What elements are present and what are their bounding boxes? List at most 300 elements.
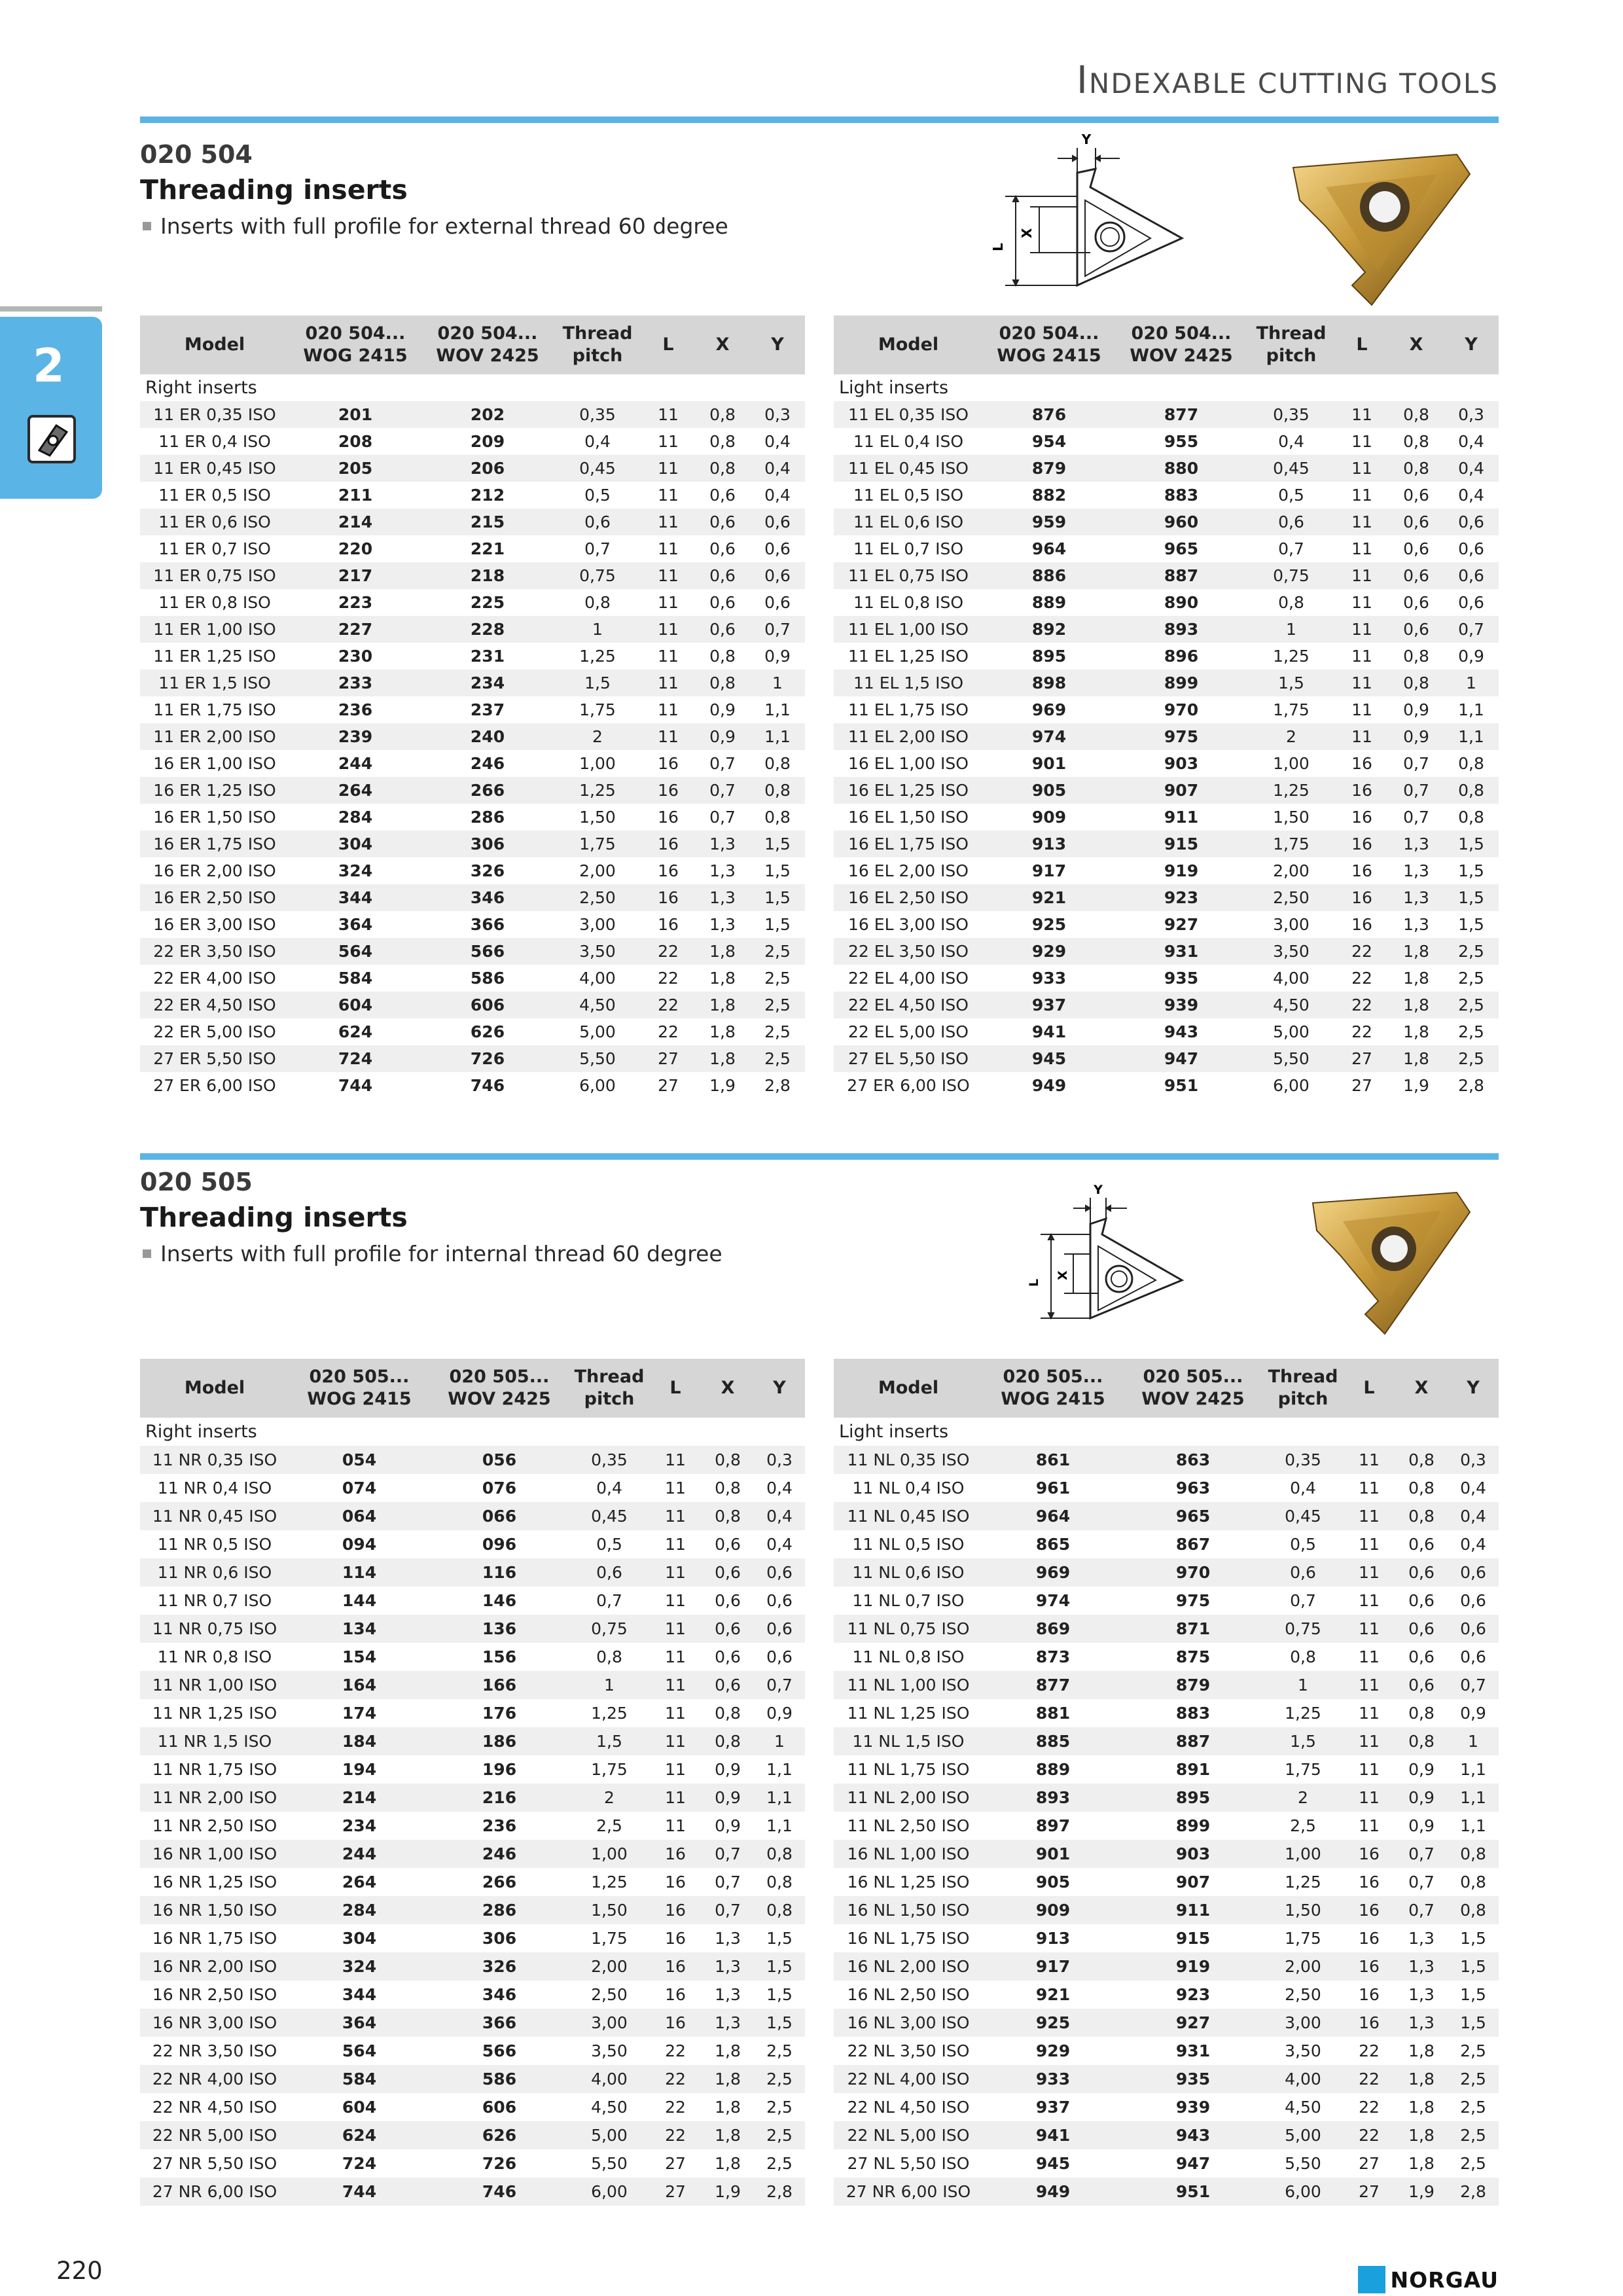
cell-y: 0,8 (750, 777, 805, 804)
threading-insert-photo (1287, 148, 1476, 312)
chapter-tab (0, 317, 102, 499)
cell-x: 0,9 (702, 1755, 754, 1784)
cell-model: 16 ER 2,00 ISO (140, 857, 289, 884)
cell-wog: 324 (289, 1952, 429, 1981)
cell-x: 0,8 (1395, 1727, 1448, 1755)
cell-pitch: 2,00 (1247, 857, 1335, 884)
cell-y: 2,8 (754, 2178, 805, 2206)
cell-l: 22 (1343, 2121, 1395, 2149)
table-row (834, 992, 1499, 1018)
cell-wog: 724 (289, 2149, 429, 2178)
cell-y: 0,4 (750, 455, 805, 482)
catalog-section-title: INDEXABLE CUTTING TOOLS (1076, 58, 1499, 102)
cell-l: 11 (1343, 1530, 1395, 1558)
table-row (834, 1924, 1499, 1952)
cell-pitch: 3,50 (569, 2037, 649, 2065)
cell-l: 11 (1343, 1474, 1395, 1502)
cell-pitch: 2 (1263, 1784, 1343, 1812)
cell-model: 16 ER 1,75 ISO (140, 831, 289, 857)
table-row (140, 938, 805, 965)
table-row (834, 401, 1499, 428)
table-row (140, 1446, 805, 1474)
cell-l: 16 (641, 777, 695, 804)
col-model: Model (834, 1359, 983, 1418)
cell-model: 11 EL 0,5 ISO (834, 482, 983, 509)
cell-model: 16 EL 2,00 ISO (834, 857, 983, 884)
cell-x: 1,3 (1389, 831, 1444, 857)
cell-wog: 877 (983, 1671, 1123, 1699)
table-row (140, 1045, 805, 1072)
cell-model: 16 NR 1,00 ISO (140, 1840, 289, 1868)
cell-wov: 726 (429, 2149, 569, 2178)
cell-y: 2,5 (1448, 2037, 1499, 2065)
cell-model: 27 ER 6,00 ISO (834, 1072, 983, 1099)
cell-l: 27 (641, 1072, 695, 1099)
cell-model: 11 NR 1,25 ISO (140, 1699, 289, 1727)
col-model: Model (140, 1359, 289, 1418)
cell-y: 0,4 (1448, 1474, 1499, 1502)
cell-wog: 744 (289, 2178, 429, 2206)
cell-pitch: 1,75 (1247, 696, 1335, 723)
cell-x: 0,7 (1389, 804, 1444, 831)
cell-l: 11 (649, 1615, 702, 1643)
cell-l: 11 (1343, 1643, 1395, 1671)
cell-wog: 893 (983, 1784, 1123, 1812)
cell-wov: 947 (1115, 1045, 1247, 1072)
cell-y: 2,5 (1444, 1018, 1499, 1045)
cell-wog: 974 (983, 723, 1115, 750)
cell-y: 1,5 (1448, 1981, 1499, 2009)
cell-model: 11 ER 0,7 ISO (140, 535, 289, 562)
cell-x: 0,7 (1395, 1840, 1448, 1868)
cell-pitch: 1 (554, 616, 641, 643)
cell-model: 27 NR 6,00 ISO (140, 2178, 289, 2206)
cell-model: 11 NL 1,5 ISO (834, 1727, 983, 1755)
cell-model: 11 EL 0,8 ISO (834, 589, 983, 616)
cell-model: 11 NL 0,75 ISO (834, 1615, 983, 1643)
cell-wov: 887 (1123, 1727, 1263, 1755)
cell-y: 0,4 (754, 1530, 805, 1558)
cell-wov: 907 (1115, 777, 1247, 804)
cell-l: 27 (1335, 1072, 1389, 1099)
x-dimension-label: X (1056, 1270, 1070, 1280)
cell-wog: 876 (983, 401, 1115, 428)
cell-wog: 882 (983, 482, 1115, 509)
cell-wov: 927 (1123, 2009, 1263, 2037)
cell-l: 22 (1335, 992, 1389, 1018)
table-row (140, 670, 805, 696)
cell-pitch: 3,00 (554, 911, 641, 938)
cell-wov: 927 (1115, 911, 1247, 938)
table-row (834, 428, 1499, 455)
cell-pitch: 3,00 (1247, 911, 1335, 938)
cell-y: 2,8 (750, 1072, 805, 1099)
cell-model: 11 NR 2,00 ISO (140, 1784, 289, 1812)
cell-pitch: 5,50 (1247, 1045, 1335, 1072)
cell-model: 22 EL 5,00 ISO (834, 1018, 983, 1045)
cell-pitch: 1,25 (569, 1699, 649, 1727)
table-row (140, 428, 805, 455)
cell-x: 0,6 (702, 1587, 754, 1615)
cell-model: 11 EL 0,45 ISO (834, 455, 983, 482)
cell-pitch: 1,00 (1247, 750, 1335, 777)
cell-x: 1,3 (702, 2009, 754, 2037)
cell-l: 16 (641, 750, 695, 777)
col-l: L (649, 1359, 702, 1418)
cell-wov: 076 (429, 1474, 569, 1502)
cell-model: 11 NL 0,5 ISO (834, 1530, 983, 1558)
table-020504-light-inserts (834, 315, 1499, 1099)
cell-y: 1,5 (1444, 884, 1499, 911)
table-row (834, 589, 1499, 616)
cell-x: 0,6 (1389, 509, 1444, 535)
cell-x: 1,3 (702, 1924, 754, 1952)
table-row (834, 1981, 1499, 2009)
cell-pitch: 0,75 (569, 1615, 649, 1643)
cell-y: 1 (754, 1727, 805, 1755)
cell-model: 16 NL 1,50 ISO (834, 1896, 983, 1924)
cell-x: 0,7 (702, 1868, 754, 1896)
table-row (140, 884, 805, 911)
cell-x: 0,6 (1389, 616, 1444, 643)
cell-wov: 903 (1123, 1840, 1263, 1868)
cell-y: 1,5 (1448, 1924, 1499, 1952)
cell-pitch: 0,45 (1263, 1502, 1343, 1530)
table-row (140, 1530, 805, 1558)
table-row (834, 1699, 1499, 1727)
table-row (834, 1558, 1499, 1587)
cell-wov: 746 (421, 1072, 554, 1099)
cell-wog: 937 (983, 2093, 1123, 2121)
brand-name: NORGAU (1390, 2267, 1499, 2293)
col-thread-pitch: Thread pitch (569, 1359, 649, 1418)
cell-y: 0,7 (1448, 1671, 1499, 1699)
cell-pitch: 0,4 (554, 428, 641, 455)
cell-model: 16 NL 1,75 ISO (834, 1924, 983, 1952)
cell-wog: 364 (289, 2009, 429, 2037)
cell-l: 11 (1335, 428, 1389, 455)
cell-y: 2,8 (1444, 1072, 1499, 1099)
cell-wog: 885 (983, 1727, 1123, 1755)
cell-x: 0,8 (1389, 670, 1444, 696)
cell-y: 0,7 (1444, 616, 1499, 643)
table-row (140, 589, 805, 616)
cell-pitch: 3,00 (569, 2009, 649, 2037)
cell-pitch: 5,50 (1263, 2149, 1343, 2178)
cell-y: 2,5 (1444, 1045, 1499, 1072)
cell-l: 22 (649, 2065, 702, 2093)
table-row (834, 670, 1499, 696)
cell-model: 22 EL 4,50 ISO (834, 992, 983, 1018)
table-row (140, 911, 805, 938)
cell-wog: 564 (289, 938, 421, 965)
cell-model: 16 NL 3,00 ISO (834, 2009, 983, 2037)
cell-y: 1,5 (1444, 857, 1499, 884)
cell-wog: 094 (289, 1530, 429, 1558)
cell-wov: 606 (429, 2093, 569, 2121)
cell-wov: 306 (421, 831, 554, 857)
cell-x: 1,8 (695, 1018, 750, 1045)
cell-model: 11 NL 0,7 ISO (834, 1587, 983, 1615)
cell-wog: 234 (289, 1812, 429, 1840)
cell-x: 1,8 (1395, 2121, 1448, 2149)
cell-wog: 945 (983, 2149, 1123, 2178)
cell-wog: 964 (983, 1502, 1123, 1530)
cell-pitch: 0,35 (554, 401, 641, 428)
cell-model: 11 NR 0,6 ISO (140, 1558, 289, 1587)
cell-model: 27 NR 6,00 ISO (834, 2178, 983, 2206)
cell-pitch: 1 (1263, 1671, 1343, 1699)
cell-x: 0,8 (1389, 401, 1444, 428)
cell-x: 1,8 (702, 2121, 754, 2149)
cell-wog: 054 (289, 1446, 429, 1474)
cell-l: 16 (641, 804, 695, 831)
cell-y: 1,5 (1444, 831, 1499, 857)
cell-wog: 220 (289, 535, 421, 562)
cell-x: 1,8 (1389, 1045, 1444, 1072)
cell-pitch: 0,6 (569, 1558, 649, 1587)
cell-wog: 895 (983, 643, 1115, 670)
table-row (834, 696, 1499, 723)
cell-y: 0,4 (1448, 1502, 1499, 1530)
cell-model: 16 NR 1,75 ISO (140, 1924, 289, 1952)
cell-x: 0,8 (702, 1699, 754, 1727)
insert-group-label: Right inserts (145, 1422, 257, 1442)
cell-pitch: 4,50 (554, 992, 641, 1018)
cell-pitch: 0,5 (569, 1530, 649, 1558)
cell-y: 0,6 (750, 562, 805, 589)
cell-model: 11 NL 0,35 ISO (834, 1446, 983, 1474)
cell-l: 11 (1335, 482, 1389, 509)
cell-y: 1,5 (750, 857, 805, 884)
cell-wog: 861 (983, 1446, 1123, 1474)
cell-y: 2,5 (1444, 938, 1499, 965)
section-divider-1 (140, 117, 1499, 123)
table-subheader-row (140, 374, 805, 401)
cell-wov: 176 (429, 1699, 569, 1727)
cell-wog: 227 (289, 616, 421, 643)
cell-y: 0,4 (1448, 1530, 1499, 1558)
cell-model: 11 EL 1,75 ISO (834, 696, 983, 723)
cell-model: 11 NL 1,00 ISO (834, 1671, 983, 1699)
table-row (140, 1643, 805, 1671)
cell-model: 22 NL 3,50 ISO (834, 2037, 983, 2065)
cell-l: 11 (1343, 1699, 1395, 1727)
cell-l: 11 (649, 1699, 702, 1727)
table-row (834, 1045, 1499, 1072)
cell-wog: 964 (983, 535, 1115, 562)
cell-wog: 584 (289, 2065, 429, 2093)
cell-l: 11 (1335, 509, 1389, 535)
cell-x: 0,7 (1395, 1896, 1448, 1924)
cell-pitch: 2 (554, 723, 641, 750)
cell-l: 22 (1335, 965, 1389, 992)
cell-wov: 943 (1123, 2121, 1263, 2149)
cell-wog: 194 (289, 1755, 429, 1784)
cell-y: 1,1 (750, 723, 805, 750)
cell-wov: 975 (1115, 723, 1247, 750)
cell-model: 22 NL 4,50 ISO (834, 2093, 983, 2121)
cell-wog: 917 (983, 857, 1115, 884)
table-row (140, 2121, 805, 2149)
cell-y: 0,4 (750, 482, 805, 509)
table-row (140, 482, 805, 509)
cell-x: 1,8 (702, 2149, 754, 2178)
cell-wog: 244 (289, 1840, 429, 1868)
cell-x: 0,6 (1395, 1671, 1448, 1699)
cell-model: 22 EL 3,50 ISO (834, 938, 983, 965)
cell-wov: 626 (429, 2121, 569, 2149)
cell-y: 0,3 (754, 1446, 805, 1474)
table-row (834, 884, 1499, 911)
cell-wog: 154 (289, 1643, 429, 1671)
cell-wog: 205 (289, 455, 421, 482)
cell-l: 22 (641, 965, 695, 992)
cell-y: 1,5 (750, 911, 805, 938)
table-row (834, 482, 1499, 509)
cell-l: 27 (1343, 2149, 1395, 2178)
cell-pitch: 1,00 (1263, 1840, 1343, 1868)
cell-l: 11 (649, 1530, 702, 1558)
cell-y: 0,6 (754, 1558, 805, 1587)
cell-l: 11 (1335, 535, 1389, 562)
cell-pitch: 0,4 (1263, 1474, 1343, 1502)
y-dimension-label: Y (1094, 1183, 1103, 1197)
cell-wov: 951 (1115, 1072, 1247, 1099)
cell-wog: 881 (983, 1699, 1123, 1727)
table-row (834, 857, 1499, 884)
cell-wog: 898 (983, 670, 1115, 696)
cell-model: 16 EL 1,25 ISO (834, 777, 983, 804)
table-row (140, 1502, 805, 1530)
cell-l: 22 (649, 2093, 702, 2121)
cell-pitch: 3,50 (1247, 938, 1335, 965)
section-title: Threading inserts (140, 174, 408, 206)
cell-wov: 871 (1123, 1615, 1263, 1643)
internal-insert-dimension-drawing (1025, 1178, 1208, 1322)
cell-pitch: 0,4 (1247, 428, 1335, 455)
cell-y: 2,5 (1444, 965, 1499, 992)
table-row (834, 616, 1499, 643)
cell-x: 0,7 (1389, 777, 1444, 804)
cell-x: 0,8 (1395, 1502, 1448, 1530)
cell-model: 11 ER 0,5 ISO (140, 482, 289, 509)
cell-pitch: 1,25 (1247, 643, 1335, 670)
cell-y: 1,1 (1444, 696, 1499, 723)
cell-l: 27 (649, 2149, 702, 2178)
cell-pitch: 1,50 (554, 804, 641, 831)
table-row (140, 2037, 805, 2065)
col-wov: 020 504... WOV 2425 (421, 315, 554, 374)
cell-wog: 889 (983, 1755, 1123, 1784)
cell-wog: 324 (289, 857, 421, 884)
cell-pitch: 3,50 (554, 938, 641, 965)
cell-pitch: 0,75 (1247, 562, 1335, 589)
table-row (140, 965, 805, 992)
cell-wov: 186 (429, 1727, 569, 1755)
cell-x: 0,8 (702, 1474, 754, 1502)
cell-x: 0,7 (702, 1896, 754, 1924)
cell-y: 1,1 (1448, 1755, 1499, 1784)
cell-y: 2,5 (750, 1018, 805, 1045)
table-row (140, 1018, 805, 1045)
cell-l: 11 (1343, 1755, 1395, 1784)
cell-wov: 939 (1123, 2093, 1263, 2121)
table-row (140, 1981, 805, 2009)
cell-l: 11 (1343, 1502, 1395, 1530)
cell-wog: 584 (289, 965, 421, 992)
cell-x: 0,6 (695, 616, 750, 643)
cell-pitch: 6,00 (569, 2178, 649, 2206)
table-row (834, 2178, 1499, 2206)
insert-tool-icon (27, 415, 76, 463)
cell-l: 11 (649, 1558, 702, 1587)
col-model: Model (834, 315, 983, 374)
cell-wov: 923 (1115, 884, 1247, 911)
cell-l: 11 (1343, 1671, 1395, 1699)
cell-wov: 286 (429, 1896, 569, 1924)
cell-l: 11 (1335, 401, 1389, 428)
cell-wog: 905 (983, 1868, 1123, 1896)
cell-x: 0,6 (702, 1615, 754, 1643)
cell-y: 0,6 (750, 589, 805, 616)
cell-model: 11 ER 0,75 ISO (140, 562, 289, 589)
cell-model: 11 NR 0,45 ISO (140, 1502, 289, 1530)
cell-y: 1,1 (754, 1784, 805, 1812)
cell-x: 1,8 (1389, 1018, 1444, 1045)
cell-y: 0,8 (1444, 777, 1499, 804)
cell-model: 16 NL 2,00 ISO (834, 1952, 983, 1981)
cell-x: 0,6 (1389, 535, 1444, 562)
cell-x: 0,6 (1389, 562, 1444, 589)
cell-l: 16 (1343, 1924, 1395, 1952)
table-row (834, 750, 1499, 777)
cell-x: 0,9 (695, 696, 750, 723)
cell-model: 22 NL 4,00 ISO (834, 2065, 983, 2093)
cell-y: 0,6 (1444, 562, 1499, 589)
col-l: L (1335, 315, 1389, 374)
cell-pitch: 0,35 (1263, 1446, 1343, 1474)
cell-model: 22 ER 5,00 ISO (140, 1018, 289, 1045)
table-row (834, 723, 1499, 750)
cell-wog: 239 (289, 723, 421, 750)
cell-pitch: 2,50 (554, 884, 641, 911)
cell-wog: 969 (983, 1558, 1123, 1587)
section-title: Threading inserts (140, 1202, 408, 1233)
cell-model: 11 NR 0,4 ISO (140, 1474, 289, 1502)
col-model: Model (140, 315, 289, 374)
table-row (834, 2009, 1499, 2037)
cell-l: 27 (1335, 1045, 1389, 1072)
cell-l: 16 (649, 1868, 702, 1896)
cell-y: 2,5 (754, 2037, 805, 2065)
cell-x: 1,3 (1395, 1981, 1448, 2009)
cell-pitch: 1,25 (569, 1868, 649, 1896)
cell-wov: 877 (1115, 401, 1247, 428)
cell-x: 0,6 (1389, 482, 1444, 509)
cell-wog: 917 (983, 1952, 1123, 1981)
cell-wog: 954 (983, 428, 1115, 455)
cell-pitch: 1,5 (554, 670, 641, 696)
cell-y: 0,9 (1448, 1699, 1499, 1727)
cell-l: 11 (1343, 1615, 1395, 1643)
col-thread-pitch: Thread pitch (1263, 1359, 1343, 1418)
table-row (834, 562, 1499, 589)
cell-y: 1 (1448, 1727, 1499, 1755)
table-row (140, 2009, 805, 2037)
cell-x: 0,9 (1395, 1812, 1448, 1840)
cell-pitch: 0,6 (1247, 509, 1335, 535)
